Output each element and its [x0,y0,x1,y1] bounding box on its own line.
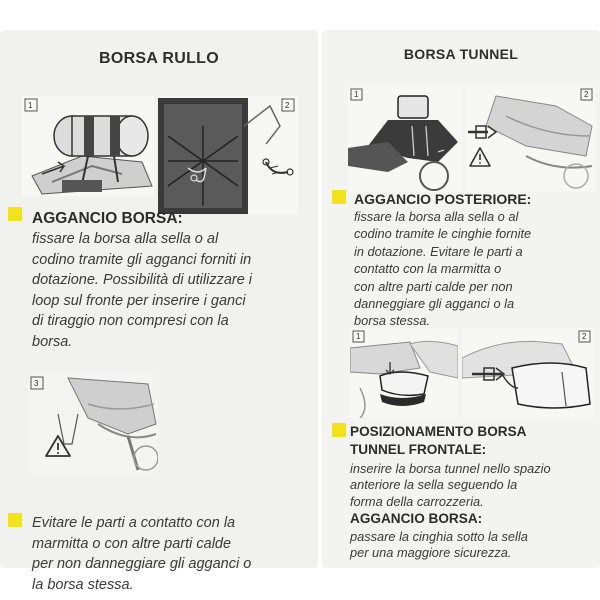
illustration-tunnel-front-place [350,328,458,418]
accent-square [332,190,346,204]
evitare-parti-text: Evitare le parti a contatto con la marmitta o con altre parti calde per non danneggiare gli agganci o la borsa stessa. [32,515,252,593]
step-number: 2 [584,90,589,99]
step-number: 1 [356,332,361,341]
aggancio-borsa-text: fissare la borsa alla sella o al codino tramite gli agganci forniti in dotazione. Possibilità di utilizzare i loop sul fronte per inserire i ganci di tiraggio non compresi con la borsa. [32,231,253,350]
accent-square [332,423,346,437]
aggancio-borsa-heading: AGGANCIO BORSA: [32,210,183,227]
illustration-tunnel-front-strap [462,328,594,418]
illustration-tunnel-strap [466,86,596,192]
step-number: 3 [34,379,39,388]
borsa-rullo-card [0,30,318,593]
illustration-rack-net [158,96,298,214]
illustration-exhaust-warning [28,374,158,474]
aggancio-posteriore-heading: AGGANCIO POSTERIORE: [354,191,532,207]
posizionamento-heading: POSIZIONAMENTO BORSA TUNNEL FRONTALE: [350,424,527,457]
step-number: 2 [582,332,587,341]
aggancio-borsa-subheading: AGGANCIO BORSA: [350,511,483,526]
step-number: 2 [285,101,290,110]
posizionamento-text: inserire la borsa tunnel nello spazio anteriore la sella seguendo la forma della carrozzeria. [350,461,551,509]
borsa-tunnel-card [322,30,600,568]
step-number: 1 [28,101,33,110]
illustration-tunnel-rear [348,86,462,192]
aggancio-posteriore-text: fissare la borsa alla sella o al codino tramite le cinghie fornite in dotazione. Evitare le parti a contatto con la marmitta o con altre parti calde per non danneggiare gli agganci o la borsa stessa. [354,209,532,329]
illustration-roll-bag-seat [22,96,154,196]
borsa-rullo-title: BORSA RULLO [98,50,220,67]
accent-square [8,513,22,527]
accent-square [8,207,22,221]
aggancio-borsa-subtext: passare la cinghia sotto la sella per una maggiore sicurezza. [350,529,528,561]
borsa-tunnel-title: BORSA TUNNEL [403,46,519,62]
step-number: 1 [354,90,359,99]
